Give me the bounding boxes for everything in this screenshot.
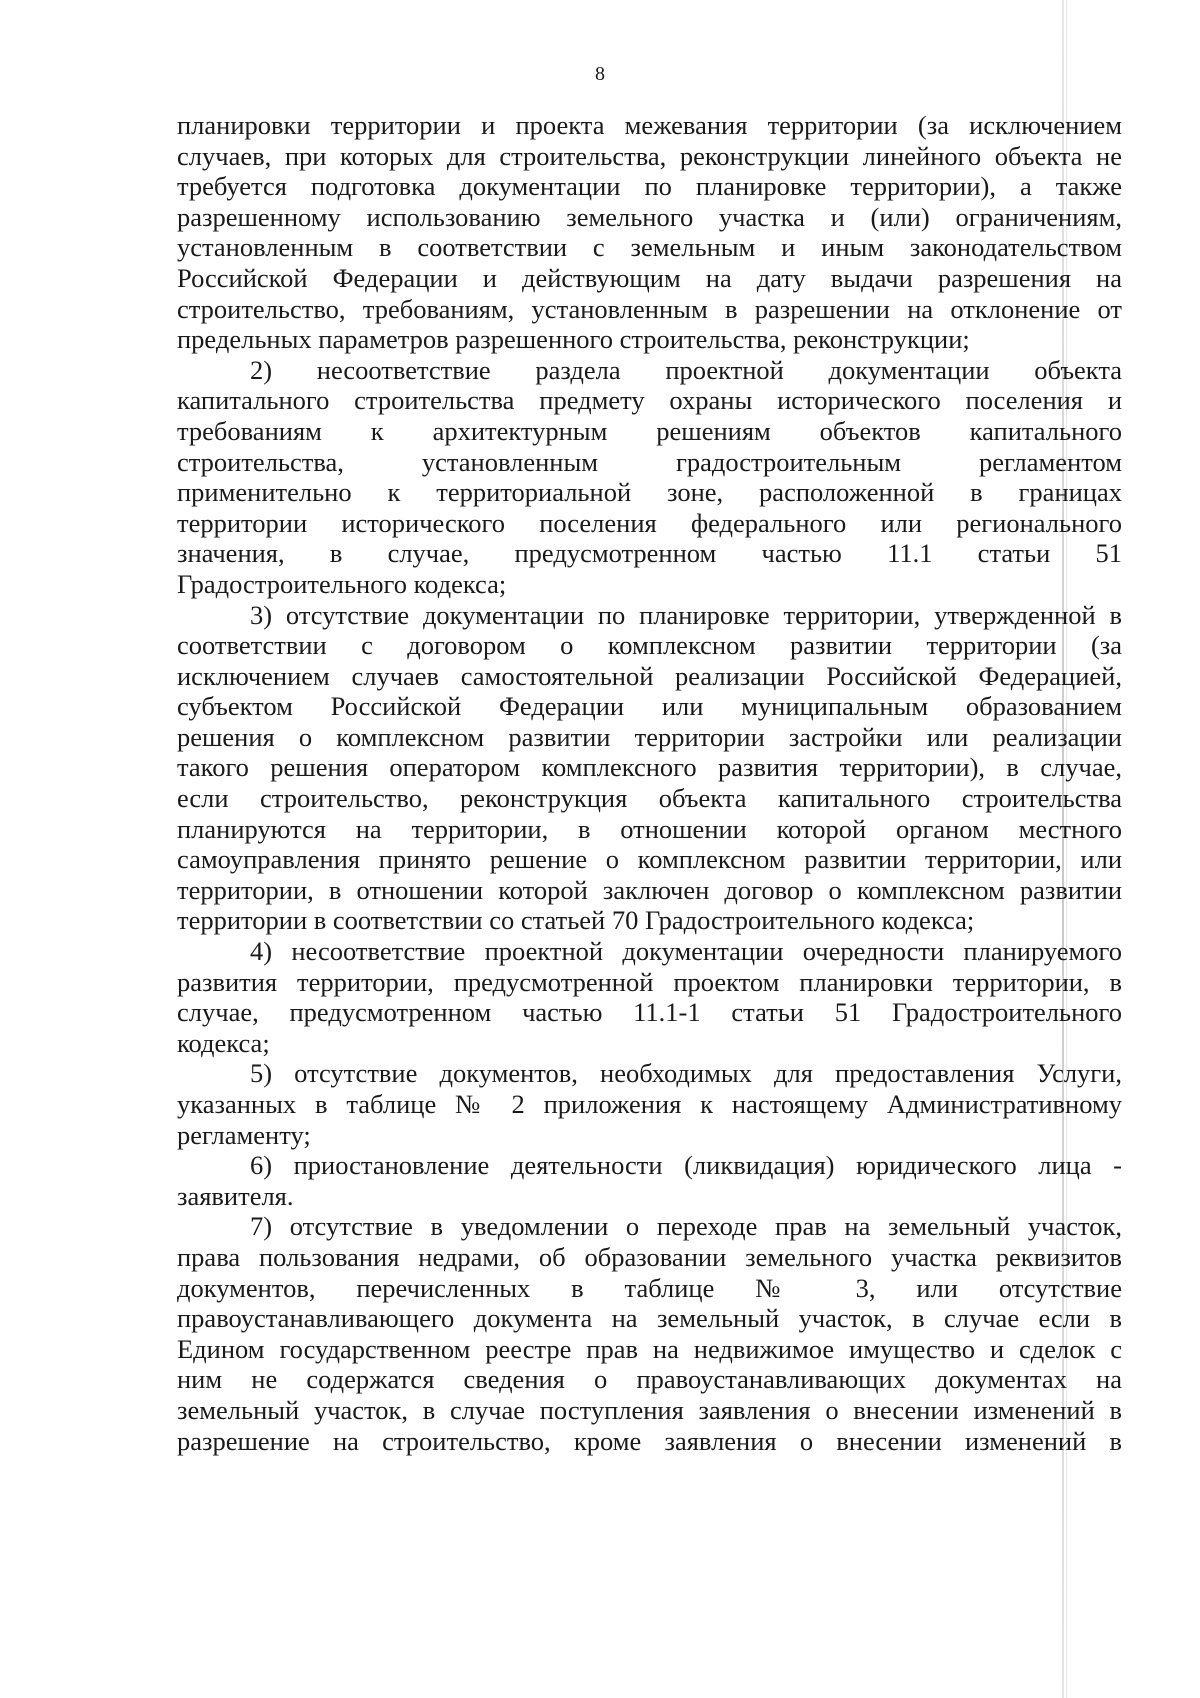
text-line: случае, предусмотренном частью 11.1-1 статьи 51 Градостроительного xyxy=(177,997,1122,1028)
text-line: заявителя. xyxy=(177,1180,294,1211)
text-line: планируются на территории, в отношении которой органом местного xyxy=(177,813,1122,844)
text-line: территории в соответствии со статьей 70 Градостроительного кодекса; xyxy=(177,905,975,936)
text-line: Градостроительного кодекса; xyxy=(177,568,507,599)
text-line: Российской Федерации и действующим на дату выдачи разрешения на xyxy=(177,262,1122,293)
text-line: ним не содержатся сведения о правоустанавливающих документах на xyxy=(177,1364,1122,1395)
text-line: разрешение на строительство, кроме заявления о внесении изменений в xyxy=(177,1425,1122,1456)
text-line: 3) отсутствие документации по планировке территории, утвержденной в xyxy=(250,599,1122,630)
text-line: капитального строительства предмету охраны исторического поселения и xyxy=(177,385,1122,416)
text-line: правоустанавливающего документа на земельный участок, в случае если в xyxy=(177,1303,1122,1334)
text-line: требованиям к архитектурным решениям объектов капитального xyxy=(177,415,1122,446)
text-line: территории, в отношении которой заключен договор о комплексном развитии xyxy=(177,874,1122,905)
page-number: 8 xyxy=(595,63,605,85)
text-line: строительства, установленным градостроительным регламентом xyxy=(177,446,1122,477)
text-line: предельных параметров разрешенного строительства, реконструкции; xyxy=(177,324,970,355)
text-line: планировки территории и проекта межевания территории (за исключением xyxy=(177,110,1122,140)
text-line: субъектом Российской Федерации или муниципальным образованием xyxy=(177,691,1122,722)
text-line: разрешенному использованию земельного участка и (или) ограничениям, xyxy=(177,201,1122,232)
text-line: если строительство, реконструкция объекта капитального строительства xyxy=(177,783,1122,814)
text-line: значения, в случае, предусмотренном частью 11.1 статьи 51 xyxy=(177,538,1122,569)
text-line: применительно к территориальной зоне, расположенной в границах xyxy=(177,477,1122,508)
text-line: кодекса; xyxy=(177,1027,270,1058)
text-line: территории исторического поселения федерального или регионального xyxy=(177,507,1122,538)
text-line: документов, перечисленных в таблице № 3, или отсутствие xyxy=(177,1272,1122,1303)
text-line: строительство, требованиям, установленным в разрешении на отклонение от xyxy=(177,293,1122,324)
text-line: решения о комплексном развитии территории застройки или реализации xyxy=(177,721,1122,752)
text-line: исключением случаев самостоятельной реализации Российской Федерацией, xyxy=(177,660,1122,691)
text-line: требуется подготовка документации по планировке территории), а также xyxy=(177,171,1122,202)
text-line: такого решения оператором комплексного развития территории), в случае, xyxy=(177,752,1122,783)
text-line: 7) отсутствие в уведомлении о переходе прав на земельный участок, xyxy=(250,1211,1122,1242)
text-line: 4) несоответствие проектной документации очередности планируемого xyxy=(250,936,1122,967)
text-line: соответствии с договором о комплексном развитии территории (за xyxy=(177,630,1122,661)
text-line: 2) несоответствие раздела проектной документации объекта xyxy=(250,354,1122,385)
text-line: земельный участок, в случае поступления заявления о внесении изменений в xyxy=(177,1394,1122,1425)
text-line: указанных в таблице № 2 приложения к настоящему Административному xyxy=(177,1089,1122,1119)
document-body xyxy=(177,110,1122,1456)
text-line: 5) отсутствие документов, необходимых для предоставления Услуги, xyxy=(250,1058,1122,1089)
text-line: развития территории, предусмотренной проектом планировки территории, в xyxy=(177,966,1122,997)
text-line: случаев, при которых для строительства, реконструкции линейного объекта не xyxy=(177,140,1122,171)
text-line: права пользования недрами, об образовании земельного участка реквизитов xyxy=(177,1241,1122,1272)
text-line: Едином государственном реестре прав на недвижимое имущество и сделок с xyxy=(177,1333,1122,1364)
text-line: установленным в соответствии с земельным и иным законодательством xyxy=(177,232,1122,263)
text-line: самоуправления принято решение о комплексном развитии территории, или xyxy=(177,844,1122,875)
text-line: регламенту; xyxy=(177,1119,311,1150)
text-line: 6) приостановление деятельности (ликвидация) юридического лица - xyxy=(250,1150,1122,1181)
